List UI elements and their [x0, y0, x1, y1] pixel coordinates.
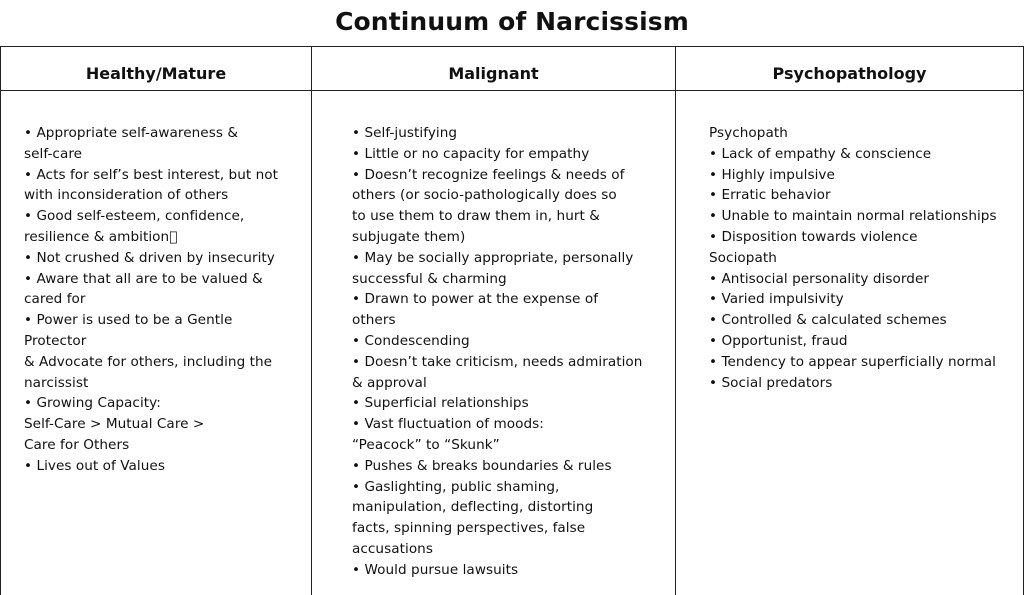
column-lines-malignant — [352, 123, 642, 581]
text-line: • Gaslighting, public shaming, — [352, 478, 560, 495]
text-line: • Appropriate self-awareness & — [24, 125, 239, 141]
text-line: • Doesn’t recognize feelings & needs of — [352, 166, 625, 183]
text-line: facts, spinning perspectives, false — [352, 520, 586, 537]
text-line: • Lack of empathy & conscience — [709, 145, 932, 162]
text-line: • Power is used to be a Gentle — [24, 312, 233, 329]
text-line: • Erratic behavior — [709, 187, 831, 204]
text-line: “Peacock” to “Skunk” — [352, 436, 500, 453]
text-line: • Lives out of Values — [24, 457, 165, 474]
text-line: • Not crushed & driven by insecurity — [24, 249, 275, 266]
text-line: • Doesn’t take criticism, needs admiration — [352, 353, 643, 370]
text-line: manipulation, deflecting, distorting — [352, 499, 594, 516]
text-line: subjugate them) — [352, 228, 466, 245]
column-lines-psychopathology — [709, 123, 997, 393]
text-line: • Tendency to appear superficially normal — [709, 353, 996, 370]
text-line: • Social predators — [709, 374, 833, 391]
text-line: • Varied impulsivity — [709, 291, 844, 308]
text-line: • Good self-esteem, confidence, — [24, 208, 245, 225]
text-line: • Drawn to power at the expense of — [352, 291, 599, 308]
text-line: • Antisocial personality disorder — [709, 270, 929, 287]
column-lines-healthy-mature — [24, 123, 278, 477]
column-psychopathology — [675, 47, 1023, 595]
text-line: • Highly impulsive — [709, 166, 835, 183]
text-line: • Aware that all are to be valued & — [24, 270, 263, 287]
text-line: • Unable to maintain normal relationships — [709, 208, 997, 225]
text-line: & approval — [352, 374, 427, 391]
text-line: Care for Others — [24, 436, 130, 453]
text-line: Psychopath — [709, 125, 788, 141]
column-heading-malignant: Malignant — [312, 47, 675, 91]
text-line: • Superficial relationships — [352, 395, 529, 412]
text-line: • Opportunist, fraud — [709, 332, 848, 349]
text-line: resilience & ambition  — [24, 228, 178, 245]
text-line: • Self-justifying — [352, 125, 458, 141]
text-line: • Pushes & breaks boundaries & rules — [352, 457, 612, 474]
text-line: accusations — [352, 540, 433, 557]
column-malignant — [311, 47, 675, 595]
table-body — [0, 47, 1024, 595]
text-line: • Acts for self’s best interest, but not — [24, 166, 279, 183]
text-line: others (or socio-pathologically does so — [352, 187, 617, 204]
text-line: • Controlled & calculated schemes — [709, 312, 947, 329]
text-line: narcissist — [24, 374, 89, 391]
text-line: Sociopath — [709, 249, 777, 266]
text-line: • Growing Capacity: — [24, 395, 161, 412]
column-heading-psychopathology: Psychopathology — [676, 47, 1023, 91]
text-line: successful & charming — [352, 270, 507, 287]
table-title: Continuum of Narcissism — [0, 0, 1024, 47]
column-heading-healthy-mature: Healthy/Mature — [1, 47, 311, 91]
text-line: others — [352, 312, 396, 329]
text-line: • May be socially appropriate, personally — [352, 249, 634, 266]
text-line: cared for — [24, 291, 86, 308]
text-line: • Would pursue lawsuits — [352, 561, 519, 578]
text-line: • Vast fluctuation of moods: — [352, 416, 544, 433]
text-line: with inconsideration of others — [24, 187, 229, 204]
text-line: to use them to draw them in, hurt & — [352, 208, 600, 225]
text-line: Self-Care > Mutual Care > — [24, 416, 205, 433]
text-line: Protector — [24, 332, 87, 349]
text-line: & Advocate for others, including the — [24, 353, 273, 370]
text-line: self-care — [24, 145, 83, 162]
text-line: • Condescending — [352, 332, 470, 349]
text-line: • Little or no capacity for empathy — [352, 145, 590, 162]
text-line: • Disposition towards violence — [709, 228, 918, 245]
column-healthy-mature — [1, 47, 311, 595]
